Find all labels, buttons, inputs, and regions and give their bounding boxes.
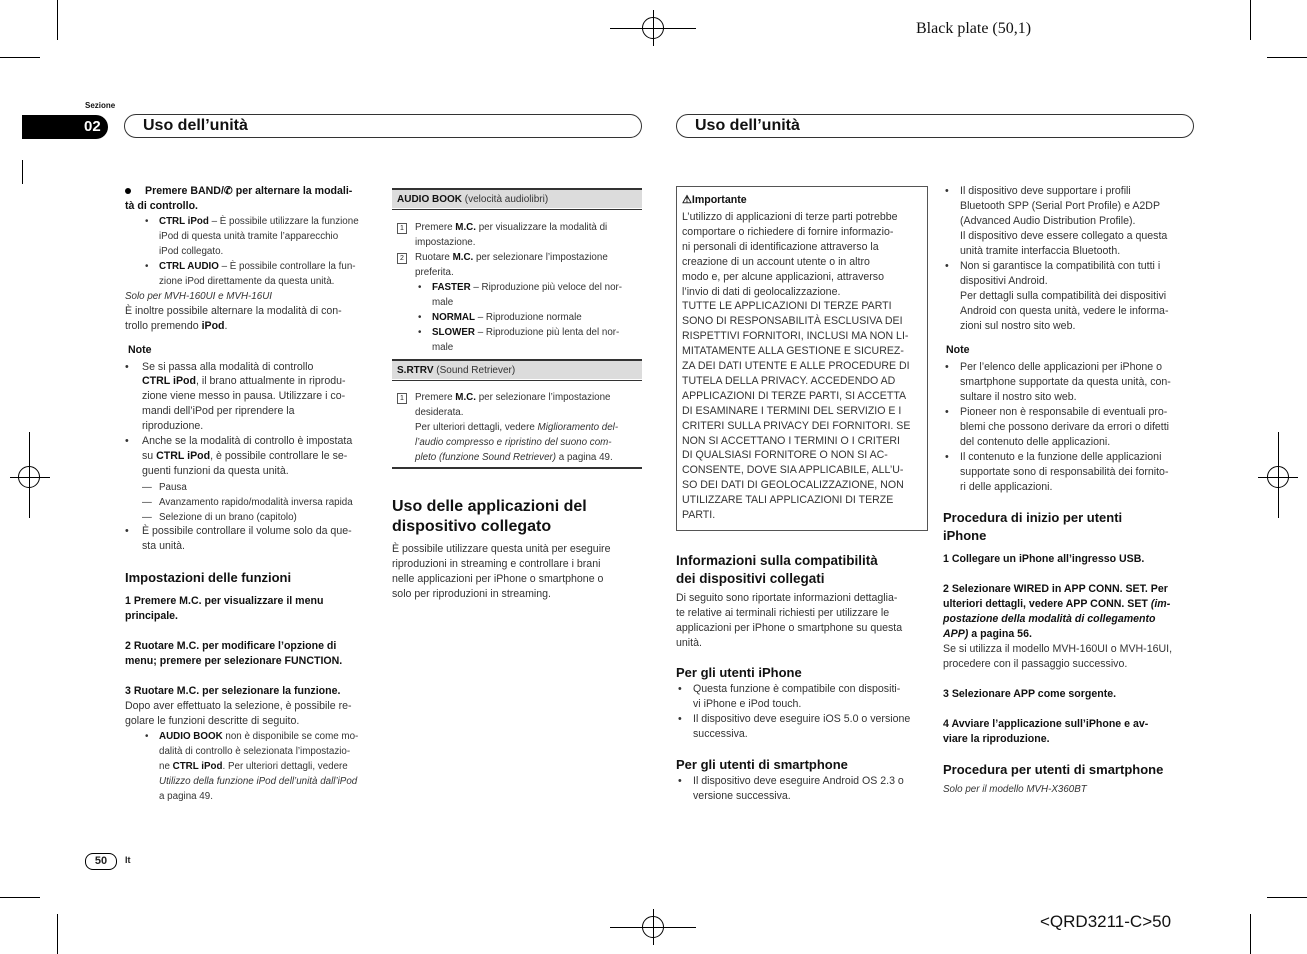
step-text: 4 Avviare l’applicazione sull’iPhone e av- (943, 718, 1149, 730)
model-note: Solo per MVH-160UI e MVH-16UI (125, 291, 273, 302)
crop-mark (1267, 897, 1307, 898)
key-name: iPod (201, 320, 225, 332)
option-text (432, 280, 622, 295)
important-line: TUTELA DELLA PRIVACY. ACCEDENDO AD (682, 374, 896, 387)
term: CTRL AUDIO (159, 261, 219, 272)
crop-mark (0, 57, 40, 58)
list-item-text: zione iPod direttamente da questa unità. (159, 276, 335, 287)
paragraph: golare le funzioni descritte di seguito. (125, 715, 300, 727)
list-item-text: zioni sul nostro sito web. (960, 320, 1076, 332)
important-line: MITATAMENTE ALLA GESTIONE E SICUREZ- (682, 345, 904, 358)
paragraph: solo per riproduzioni in streaming. (392, 588, 551, 600)
list-item-text (159, 759, 348, 774)
section-heading: Per gli utenti iPhone (676, 665, 802, 680)
text: per selezionare l’impostazione (473, 252, 608, 263)
note-text: Anche se la modalità di controllo è impostata (142, 435, 353, 447)
list-item-text: iPod collegato. (159, 246, 224, 257)
section-heading: Procedura per utenti di smartphone (943, 762, 1164, 777)
step-text (943, 597, 1170, 612)
bullet-dot (125, 188, 131, 194)
list-item: • (145, 261, 149, 272)
option-desc: – Riproduzione più veloce del nor- (470, 282, 623, 293)
note-heading: Note (946, 344, 970, 356)
important-line: l’invio di dati di geolocalizzazione. (682, 285, 841, 298)
setting-bar-audio-book (392, 188, 642, 208)
step-text: principale. (125, 610, 178, 622)
text: per selezionare l’impostazione (475, 392, 611, 403)
dash: — (142, 512, 152, 523)
option-name: NORMAL (432, 312, 475, 323)
bullet: • (945, 185, 949, 197)
cross-reference: (im- (1150, 598, 1171, 610)
important-line: ni personali di identificazione attraverso la (682, 240, 879, 253)
text: ne (159, 761, 173, 772)
cross-reference: Miglioramento del- (537, 422, 619, 433)
note-text: sta unità. (142, 540, 185, 552)
paragraph: procedere con il passaggio successivo. (943, 658, 1128, 670)
dash-item: Pausa (159, 482, 187, 493)
section-heading: dispositivo collegato (392, 518, 552, 535)
list-item-text: Il contenuto e la funzione delle applicazioni (960, 451, 1162, 463)
list-item-text: sultare il nostro sito web. (960, 391, 1077, 403)
step-text: impostazione. (415, 237, 476, 248)
paragraph: nelle applicazioni per iPhone o smartphone o (392, 573, 604, 585)
text: Per ulteriori dettagli, vedere (415, 422, 538, 433)
cross-reference: l’audio compresso e ripristino del suono com- (415, 437, 612, 448)
text: Premere (415, 392, 456, 403)
right-page-title: Uso dell’unità (695, 117, 800, 134)
document-code: <QRD3211-C>50 (1040, 912, 1172, 931)
important-line: RISPETTIVI FORNITORI, INCLUSI MA NON LI- (682, 330, 909, 343)
setting-name: AUDIO BOOK (397, 194, 462, 205)
bullet: • (678, 683, 682, 695)
step-text: preferita. (415, 267, 454, 278)
list-item-text: Non si garantisce la compatibilità con tutti i (960, 260, 1161, 272)
paragraph: te relative ai terminali richiesti per utilizzare le (676, 607, 890, 619)
bullet: • (945, 260, 949, 272)
bullet: • (945, 406, 949, 418)
page-number-badge (85, 853, 117, 870)
bullet: • (125, 435, 129, 447)
section-heading: dei dispositivi collegati (676, 571, 825, 586)
step-text: 3 Ruotare M.C. per selezionare la funzione. (125, 685, 341, 697)
note-text (142, 374, 346, 389)
crop-mark (0, 897, 40, 898)
important-line: SONO DI RESPONSABILITÀ ESCLUSIVA DEI (682, 315, 903, 328)
note-text: mandi dell’iPod per riprendere la (142, 405, 295, 417)
left-page-title: Uso dell’unità (143, 117, 248, 134)
list-item-text: dalità di controllo è selezionata l’impostazio- (159, 746, 351, 757)
dash-item: Selezione di un brano (capitolo) (159, 512, 297, 523)
step-text: viare la riproduzione. (943, 733, 1050, 745)
list-item: • (418, 327, 422, 338)
cross-reference: pleto (funzione Sound Retriever) (415, 452, 557, 463)
note-heading: Note (128, 344, 152, 356)
list-item: • (418, 282, 422, 293)
text: ulteriori dettagli, vedere APP CONN. SET (943, 598, 1151, 610)
divider (392, 467, 642, 469)
section-number-badge (22, 115, 108, 139)
important-line: CONSENTE, DOVE SIA APPLICABILE, ALL’U- (682, 464, 904, 477)
bullet: • (945, 451, 949, 463)
registration-mark-line (10, 477, 50, 478)
step-text: menu; premere per selezionare FUNCTION. (125, 655, 343, 667)
registration-mark-line (29, 432, 30, 518)
cross-reference: APP) (943, 628, 969, 640)
bullet: • (678, 713, 682, 725)
step-text: 2 Ruotare M.C. per modificare l’opzione di (125, 640, 337, 652)
bullet: • (678, 775, 682, 787)
setting-desc: (Sound Retriever) (433, 365, 516, 376)
paragraph: riproduzioni in streaming e controllare i brani (392, 558, 601, 570)
list-item-text: unità tramite interfaccia Bluetooth. (960, 245, 1121, 257)
dash-item: Avanzamento rapido/modalità inversa rapida (159, 497, 353, 508)
important-line: CRITERI SULLA PRIVACY DEI FORNITORI. SE (682, 419, 911, 432)
paragraph: È inoltre possibile alternare la modalità di con- (125, 305, 342, 317)
margin-mark (22, 160, 23, 184)
section-heading: Uso delle applicazioni del (392, 498, 587, 515)
important-line: PARTI. (682, 509, 716, 521)
crop-mark (57, 0, 58, 40)
divider (392, 380, 642, 381)
text: . Per ulteriori dettagli, vedere (222, 761, 348, 772)
list-item-text: iPod di questa unità tramite l’apparecchio (159, 231, 339, 242)
warning-icon: ⚠ (682, 194, 692, 206)
setting-desc: (velocità audiolibri) (462, 194, 549, 205)
option-name: SLOWER (432, 327, 475, 338)
note-text: È possibile controllare il volume solo da que- (142, 525, 352, 537)
language-code: It (125, 855, 131, 865)
list-item-text (159, 259, 356, 274)
step-text (415, 420, 618, 435)
key-name: M.C. (455, 392, 476, 403)
paragraph: Dopo aver effettuato la selezione, è possibile re- (125, 700, 352, 712)
step-text (145, 184, 352, 199)
registration-mark-line (1278, 432, 1279, 518)
registration-mark-line (610, 28, 696, 29)
step-number: 1 (397, 223, 407, 234)
key-name: CTRL iPod (156, 450, 211, 462)
step-text (415, 250, 608, 265)
option-desc: – Riproduzione normale (475, 312, 582, 323)
text: Ruotare (415, 252, 453, 263)
list-item-text: (Advanced Audio Distribution Profile). (960, 215, 1136, 227)
left-title-bar (124, 114, 642, 138)
note-text (142, 449, 347, 464)
paragraph: Di seguito sono riportate informazioni dettaglia- (676, 592, 898, 604)
list-item: • (145, 731, 149, 742)
key-name: M.C. (452, 252, 474, 263)
band-instruction-rest: per alternare la modali- (232, 185, 353, 197)
band-instruction: Premere BAND/ (145, 185, 224, 197)
note-text: riproduzione. (142, 420, 204, 432)
list-item-text: vi iPhone e iPod touch. (693, 698, 802, 710)
list-item-text: Per dettagli sulla compatibilità dei dispositivi (960, 290, 1167, 302)
text: per visualizzare la modalità di (475, 222, 608, 233)
cross-reference: postazione della modalità di collegamento (943, 613, 1156, 625)
step-text: desiderata. (415, 407, 464, 418)
text: a pagina 49. (556, 452, 613, 463)
important-line: DI QUALSIASI FORNITORE O NON SI AC- (682, 449, 888, 462)
bullet: • (125, 525, 129, 537)
step-text: 1 Collegare un iPhone all’ingresso USB. (943, 553, 1145, 565)
text: , il brano attualmente in riprodu- (195, 375, 346, 387)
important-label: Importante (691, 194, 747, 206)
important-line: DI ESAMINARE I TERMINI DEL SERVIZIO E I (682, 404, 902, 417)
section-label: Sezione (85, 101, 116, 110)
key-name: CTRL iPod (142, 375, 196, 387)
bullet: • (125, 361, 129, 373)
term-desc: – È possibile utilizzare la funzione (208, 216, 359, 227)
list-item-text: versione successiva. (693, 790, 791, 802)
option-text (432, 325, 619, 340)
crop-mark (1250, 0, 1251, 40)
term-desc: non è disponibile se come mo- (222, 731, 359, 742)
paragraph: applicazioni per iPhone o smartphone su questa (676, 622, 903, 634)
crop-mark (1267, 57, 1307, 58)
plate-label: Black plate (50,1) (916, 20, 1032, 37)
important-line: APPLICAZIONI DI TERZE PARTI, SI ACCETTA (682, 389, 907, 402)
step-text (415, 450, 613, 465)
step-text (415, 390, 611, 405)
option-text (432, 310, 582, 325)
list-item-text: Pioneer non è responsabile di eventuali pro- (960, 406, 1168, 418)
list-item-text: Bluetooth SPP (Serial Port Profile) e A2DP (960, 200, 1161, 212)
step-text: 1 Premere M.C. per visualizzare il menu (125, 595, 324, 607)
section-heading: Procedura di inizio per utenti (943, 510, 1123, 525)
list-item-text: a pagina 49. (159, 791, 213, 802)
important-line: UTILIZZARE TALI APPLICAZIONI DI TERZE (682, 494, 894, 507)
list-item-text: Questa funzione è compatibile con dispositi- (693, 683, 901, 695)
list-item-text: Il dispositivo deve supportare i profili (960, 185, 1131, 197)
text: Premere (415, 222, 456, 233)
section-heading: Informazioni sulla compatibilità (676, 553, 878, 568)
step-text: tà di controllo. (125, 200, 198, 212)
setting-bar-text (397, 192, 548, 207)
term: CTRL iPod (159, 216, 209, 227)
step-number: 1 (397, 393, 407, 404)
important-line: SO DEI DATI DI GEOLOCALIZZAZIONE, NON (682, 479, 904, 492)
step-text (415, 220, 607, 235)
important-line: comportare o richiedere di fornire informazio- (682, 225, 894, 238)
cross-reference: Utilizzo della funzione iPod dell’unità dall’iPod (159, 776, 358, 787)
important-line: modo e, per alcune applicazioni, attraverso (682, 270, 884, 283)
note-text: guenti funzioni da questa unità. (142, 465, 289, 477)
important-line: L’utilizzo di applicazioni di terze parti potrebbe (682, 211, 898, 223)
setting-bar-text (397, 363, 515, 378)
crop-mark (57, 914, 58, 954)
page-number: 50 (94, 855, 108, 867)
dash: — (142, 482, 152, 493)
list-item-text: ri delle applicazioni. (960, 481, 1053, 493)
key-name: CTRL iPod (172, 761, 223, 772)
list-item-text: Il dispositivo deve eseguire Android OS 2.3 o (693, 775, 904, 787)
note-text: Se si passa alla modalità di controllo (142, 361, 314, 373)
paragraph: Se si utilizza il modello MVH-160UI o MVH-16UI, (943, 643, 1173, 655)
registration-mark-line (1258, 477, 1298, 478)
list-item-text: Il dispositivo deve eseguire iOS 5.0 o versione (693, 713, 911, 725)
section-heading: Per gli utenti di smartphone (676, 757, 848, 772)
step-text (943, 627, 1032, 642)
list-item-text: smartphone supportate da questa unità, con- (960, 376, 1171, 388)
paragraph (125, 319, 227, 334)
bullet: • (945, 361, 949, 373)
crop-mark (1250, 914, 1251, 954)
step-text: 3 Selezionare APP come sorgente. (943, 688, 1117, 700)
list-item-text: dispositivi Android. (960, 275, 1048, 287)
important-line: creazione di un account utente o in altro (682, 255, 870, 268)
registration-mark-line (610, 927, 696, 928)
list-item-text: supportate sono di responsabilità dei fornito- (960, 466, 1169, 478)
important-line: ZA DEI DATI UTENTE E ALLE PROCEDURE DI (682, 360, 910, 372)
text: su (142, 450, 157, 462)
divider (392, 209, 642, 210)
text: a pagina 56. (968, 628, 1032, 640)
setting-name: S.RTRV (397, 365, 434, 376)
option-desc: – Riproduzione più lenta del nor- (475, 327, 620, 338)
term: AUDIO BOOK (159, 731, 223, 742)
setting-bar-srtrv (392, 359, 642, 379)
important-heading (682, 193, 747, 208)
phone-icon: ✆ (223, 185, 233, 197)
note-text: zione viene messo in pausa. Utilizzare i co- (142, 390, 346, 402)
text: . (224, 320, 228, 332)
list-item: • (418, 312, 422, 323)
paragraph: È possibile utilizzare questa unità per eseguire (392, 543, 611, 555)
list-item-text: del contenuto delle applicazioni. (960, 436, 1111, 448)
list-item: • (145, 216, 149, 227)
model-note: Solo per il modello MVH-X360BT (943, 784, 1087, 795)
important-line: NON SI ACCETTANO I TERMINI O I CRITERI (682, 434, 900, 447)
right-title-bar (676, 114, 1194, 138)
section-number: 02 (84, 118, 101, 135)
paragraph: unità. (676, 637, 702, 649)
key-name: M.C. (455, 222, 476, 233)
list-item-text: Il dispositivo deve essere collegato a questa (960, 230, 1168, 242)
important-line: TUTTE LE APPLICAZIONI DI TERZE PARTI (682, 300, 892, 313)
list-item-text: successiva. (693, 728, 748, 740)
option-text: male (432, 297, 454, 308)
section-heading: Impostazioni delle funzioni (125, 570, 292, 585)
dash: — (142, 497, 152, 508)
step-text: 2 Selezionare WIRED in APP CONN. SET. Per (943, 583, 1168, 595)
list-item-text (159, 729, 358, 744)
section-heading: iPhone (943, 528, 987, 543)
list-item-text: Android con questa unità, vedere le informa- (960, 305, 1169, 317)
text: , è possibile controllare le se- (210, 450, 348, 462)
list-item-text: blemi che possono derivare da errori o difetti (960, 421, 1170, 433)
text: trollo premendo (125, 320, 202, 332)
list-item-text: Per l’elenco delle applicazioni per iPhone o (960, 361, 1163, 373)
option-name: FASTER (432, 282, 471, 293)
option-text: male (432, 342, 454, 353)
list-item-text (159, 214, 359, 229)
step-number: 2 (397, 253, 407, 264)
term-desc: – È possibile controllare la fun- (218, 261, 356, 272)
